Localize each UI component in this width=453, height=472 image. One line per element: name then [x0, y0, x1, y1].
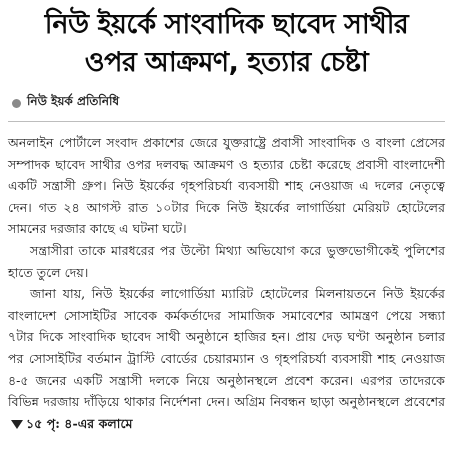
headline-line-1: নিউ ইয়র্কে সাংবাদিক ছাবেদ সাথীর: [44, 9, 409, 40]
bullet-icon: [12, 99, 21, 108]
paragraph-2: সন্ত্রাসীরা তাকে মারধরের পর উল্টো মিথ্যা অভিযোগ করে ভুক্তভোগীকেই পুলিশের হাতে তুলে দেয়।: [8, 242, 445, 280]
byline: নিউ ইয়র্ক প্রতিনিধি: [27, 94, 120, 108]
headline: [8, 6, 445, 82]
headline-line-2: ওপর আক্রমণ, হত্যার চেষ্টা: [84, 47, 369, 78]
divider: [8, 121, 445, 122]
paragraph-3-text: জানা যায়, নিউ ইয়র্কের লাগোর্ডিয়া ম্যারিট হোটেলের মিলনায়তনে নিউ ইয়র্কের বাংলাদেশ সোসাইটির সাবেক কর্মকর্তাদের সামাজিক সমাবেশের আমন্ত্রণ পেয়ে সন্ধ্যা ৭টার দিকে সাংবাদিক ছাবেদ সাথী অনুষ্ঠানে হাজির হন। প্রায় দেড় ঘণ্টা অনুষ্ঠান চলার পর সোসাইটির বর্তমান ট্রাস্টি বোর্ডের চেয়ারম্যান ও গৃহপরিচর্যা ব্যবসায়ী শাহ নেওয়াজ ৪-৫ জনের একটি সন্ত্রাসী দলকে নিয়ে অনুষ্ঠানস্থলে প্রবেশ করেন। এরপর তাদেরকে বিভিন্ন দরজায় দাঁড়িয়ে থাকার নির্দেশনা দেন। অগ্রিম নিবন্ধন ছাড়া অনুষ্ঠানস্থলে প্রবেশের: [8, 286, 445, 410]
continue-arrow-icon: [11, 420, 23, 429]
article-body: [8, 132, 445, 434]
continuation-note: ১৫ পৃ: ৪-এর কলামে: [26, 415, 133, 431]
byline-row: [8, 93, 445, 113]
paragraph-3: [8, 283, 445, 434]
paragraph-1: অনলাইন পোর্টালে সংবাদ প্রকাশের জেরে যুক্তরাষ্ট্রে প্রবাসী সাংবাদিক ও বাংলা প্রেসের সম্পাদক ছাবেদ সাথীর ওপর দলবদ্ধ আক্রমণ ও হত্যার চেষ্টা করেছে প্রবাসী বাংলাদেশী একটি সন্ত্রাসী গ্রুপ। নিউ ইয়র্কের গৃহপরিচর্যা ব্যবসায়ী শাহ নেওয়াজ এ দলের নেতৃত্বে দেন। গত ২৪ আগস্ট রাত ১০টার দিকে নিউ ইয়র্কের লাগার্ডিয়া মেরিয়ট হোটেলের সামনের দরজার কাছে এ ঘটনা ঘটে।: [8, 135, 445, 237]
